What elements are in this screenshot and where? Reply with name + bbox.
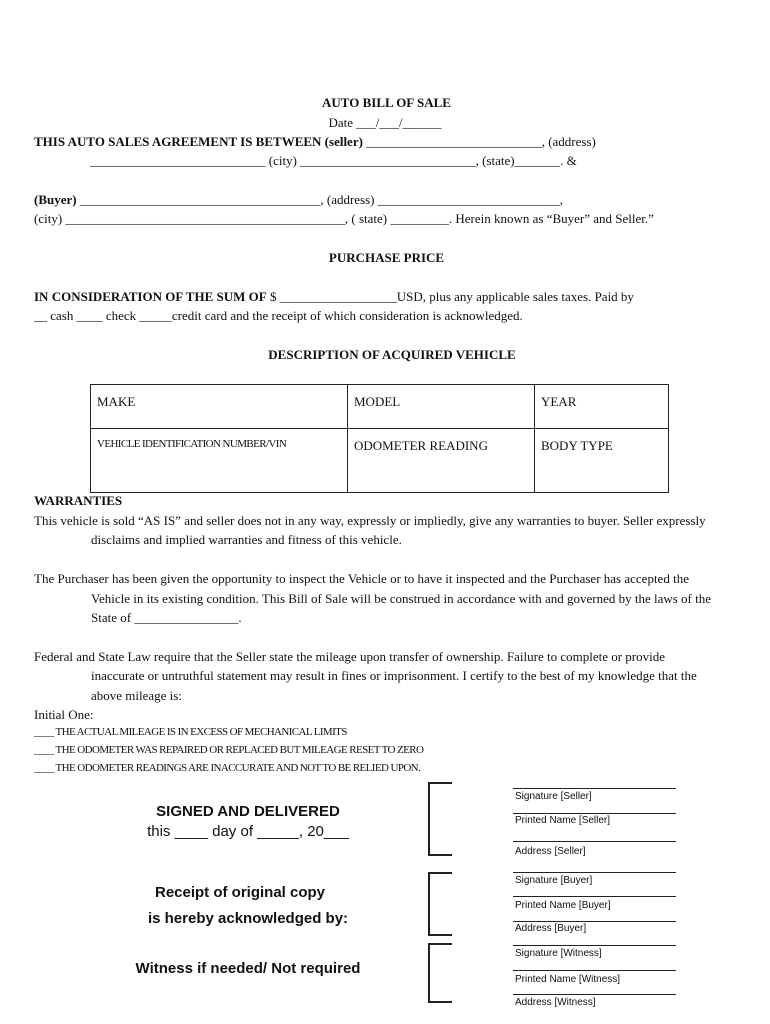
initial-one-label: Initial One: bbox=[34, 707, 94, 722]
seller-signature-line[interactable] bbox=[513, 788, 676, 789]
mileage-paragraph-line: Federal and State Law require that the Seller state the mileage upon transfer of ownership. Failure to complete or provide bbox=[34, 649, 666, 664]
seller-label: THIS AUTO SALES AGREEMENT IS BETWEEN (seller) bbox=[34, 134, 363, 149]
body-type-cell[interactable]: BODY TYPE bbox=[535, 429, 669, 493]
odometer-cell[interactable]: ODOMETER READING bbox=[348, 429, 535, 493]
table-row bbox=[91, 385, 669, 429]
signed-day-field[interactable]: this ____ day of _____, 20___ bbox=[147, 823, 349, 840]
warranty-paragraph-line: disclaims and implied warranties and fitness of this vehicle. bbox=[91, 532, 402, 547]
seller-address-line[interactable] bbox=[513, 841, 676, 842]
table-row bbox=[91, 429, 669, 493]
buyer-signature-label: Signature [Buyer] bbox=[515, 875, 593, 886]
consideration-line[interactable] bbox=[34, 289, 634, 305]
warranties-heading: WARRANTIES bbox=[34, 493, 123, 508]
date-line[interactable]: Date ___/___/______ bbox=[328, 115, 442, 130]
buyer-signature-line[interactable] bbox=[513, 872, 676, 873]
state-of-field[interactable]: State of ________________. bbox=[91, 610, 242, 625]
witness-address-line[interactable] bbox=[513, 994, 676, 995]
mileage-option-inaccurate[interactable]: ____ THE ODOMETER READINGS ARE INACCURATE AND NOT TO BE RELIED UPON. bbox=[34, 762, 421, 774]
warranty-paragraph-line: This vehicle is sold “AS IS” and seller does not in any way, expressly or impliedly, give any warranties to buyer. Seller expressly bbox=[34, 513, 706, 528]
buyer-line[interactable] bbox=[34, 192, 563, 208]
buyer-bracket bbox=[428, 872, 452, 936]
inspection-paragraph-line: The Purchaser has been given the opportunity to inspect the Vehicle or to have it inspected and the Purchaser has accepted the bbox=[34, 571, 689, 586]
seller-line[interactable] bbox=[34, 134, 596, 150]
vehicle-table bbox=[90, 384, 669, 493]
witness-printed-line[interactable] bbox=[513, 970, 676, 971]
model-cell[interactable]: MODEL bbox=[348, 385, 535, 429]
mileage-paragraph-line: inaccurate or untruthful statement may result in fines or imprisonment. I certify to the best of my knowledge that the bbox=[91, 668, 697, 683]
sum-field[interactable]: $ __________________USD, plus any applicable sales taxes. Paid by bbox=[266, 289, 634, 304]
witness-note: Witness if needed/ Not required bbox=[135, 960, 361, 977]
signed-delivered-title: SIGNED AND DELIVERED bbox=[156, 803, 340, 820]
seller-printed-line[interactable] bbox=[513, 813, 676, 814]
buyer-label: (Buyer) bbox=[34, 192, 77, 207]
receipt-line: is hereby acknowledged by: bbox=[147, 910, 349, 927]
buyer-city-state-line[interactable]: (city) ___________________________________________, ( state) _________. Herein known as “Buyer” and Seller.” bbox=[34, 211, 654, 226]
make-cell[interactable]: MAKE bbox=[91, 385, 348, 429]
witness-address-label: Address [Witness] bbox=[515, 997, 596, 1008]
witness-signature-label: Signature [Witness] bbox=[515, 948, 602, 959]
receipt-line: Receipt of original copy bbox=[154, 884, 326, 901]
mileage-option-excess[interactable]: ____ THE ACTUAL MILEAGE IS IN EXCESS OF MECHANICAL LIMITS bbox=[34, 726, 347, 738]
mileage-paragraph-line: above mileage is: bbox=[91, 688, 182, 703]
year-cell[interactable]: YEAR bbox=[535, 385, 669, 429]
seller-address-field[interactable]: ___________________________, (address) bbox=[362, 134, 596, 149]
witness-signature-line[interactable] bbox=[513, 945, 676, 946]
seller-signature-label: Signature [Seller] bbox=[515, 791, 592, 802]
seller-address-label: Address [Seller] bbox=[515, 846, 586, 857]
consideration-label: IN CONSIDERATION OF THE SUM OF bbox=[34, 289, 267, 304]
buyer-address-line[interactable] bbox=[513, 921, 676, 922]
seller-printed-label: Printed Name [Seller] bbox=[515, 815, 611, 826]
buyer-address-label: Address [Buyer] bbox=[515, 923, 587, 934]
mileage-option-reset[interactable]: ____ THE ODOMETER WAS REPAIRED OR REPLACED BUT MILEAGE RESET TO ZERO bbox=[34, 744, 424, 756]
witness-bracket bbox=[428, 943, 452, 1003]
witness-printed-label: Printed Name [Witness] bbox=[515, 974, 621, 985]
vehicle-description-heading: DESCRIPTION OF ACQUIRED VEHICLE bbox=[268, 347, 516, 362]
buyer-printed-label: Printed Name [Buyer] bbox=[515, 900, 611, 911]
seller-city-state-line[interactable]: ___________________________ (city) ___________________________, (state)_______. & bbox=[90, 153, 577, 168]
document-title: AUTO BILL OF SALE bbox=[322, 95, 451, 110]
inspection-paragraph-line: Vehicle in its existing condition. This Bill of Sale will be construed in accordance with and governed by the laws of the bbox=[91, 591, 712, 606]
buyer-address-field[interactable]: _____________________________________, (address) ____________________________, bbox=[76, 192, 564, 207]
vin-cell[interactable]: VEHICLE IDENTIFICATION NUMBER/VIN bbox=[91, 429, 348, 493]
purchase-price-heading: PURCHASE PRICE bbox=[328, 250, 445, 265]
seller-bracket bbox=[428, 782, 452, 856]
payment-method-line[interactable]: __ cash ____ check _____credit card and the receipt of which consideration is acknowledged. bbox=[34, 308, 523, 323]
buyer-printed-line[interactable] bbox=[513, 896, 676, 897]
